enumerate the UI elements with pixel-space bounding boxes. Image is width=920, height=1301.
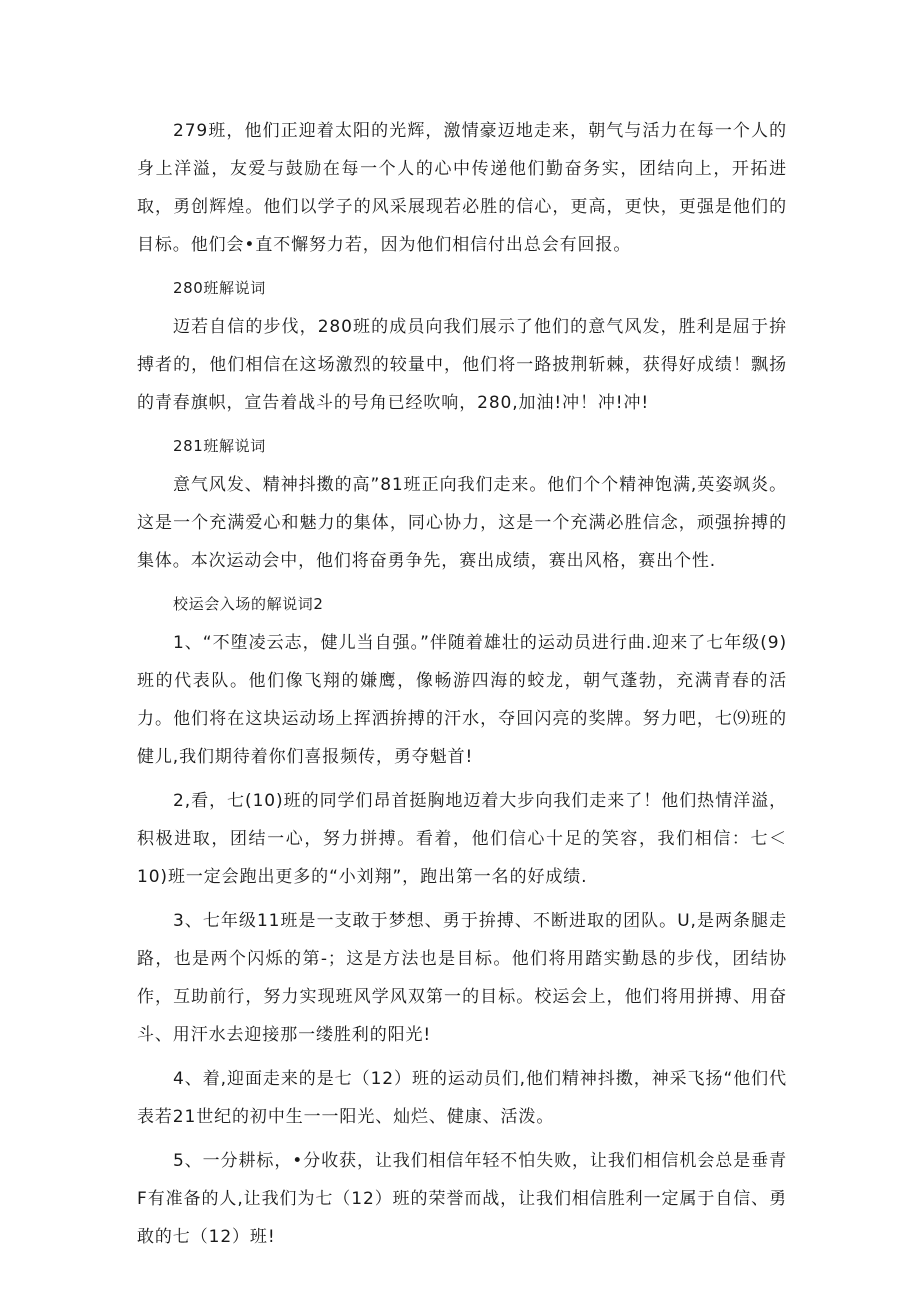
paragraph-279-class: 279班，他们正迎着太阳的光辉，激情豪迈地走来，朝气与活力在每一个人的身上洋溢，友爱与鼓励在每一个人的心中传递他们勤奋务实，团结向上，开拓进取，勇创辉煌。他们以学子的风采展现若必胜的信心，更高，更快，更强是他们的目标。他们会•直不懈努力若，因为他们相信付出总会有回报。	[137, 121, 787, 255]
paragraph-280-class: 迈若自信的步伐，280班的成员向我们展示了他们的意气风发，胜利是屈于拚搏者的，他们相信在这场激烈的较量中，他们将一路披荆斩棘，获得好成绩！飘扬的青春旗帜，宣告着战斗的号角已经吹响，280,加油!冲！冲!冲!	[137, 317, 787, 413]
paragraph-281-class: 意气风发、精神抖擞的高”81班正向我们走来。他们个个精神饱满,英姿飒炎。这是一个充满爱心和魅力的集体，同心协力，这是一个充满必胜信念，顽强拚搏的集体。本次运动会中，他们将奋勇争先，赛出成绩，赛出风格，赛出个性.	[137, 475, 787, 571]
paragraph-item-4: 4、着,迎面走来的是七（12）班的运动员们,他们精神抖擞，神采飞扬“他们代表若21世纪的初中生一一阳光、灿烂、健康、活泼。	[137, 1069, 787, 1127]
paragraph-item-3: 3、七年级11班是一支敢于梦想、勇于拚搏、不断进取的团队。U,是两条腿走路，也是两个闪烁的第-；这是方法也是目标。他们将用踏实勤恳的步伐，团结协作，互助前行，努力实现班风学风双第一的目标。校运会上，他们将用拼搏、用奋斗、用汗水去迎接那一缕胜利的阳光!	[137, 911, 787, 1045]
heading-sports-meet-commentary-2: 校运会入场的解说词2	[173, 595, 324, 613]
paragraph-item-1: 1、“不堕凌云志，健儿当自强。”伴随着雄壮的运动员进行曲.迎来了七年级(9)班的代表队。他们像飞翔的嫌鹰，像畅游四海的蛟龙，朝气蓬勃，充满青春的活力。他们将在这块运动场上挥洒拚搏的汗水，夺回闪亮的奖牌。努力吧，七⑼班的健儿,我们期待着你们喜报频传，勇夺魁首!	[137, 633, 787, 767]
paragraph-item-5: 5、一分耕标，•分收获，让我们相信年轻不怕失败，让我们相信机会总是垂青F有准备的人,让我们为七（12）班的荣誉而战，让我们相信胜利一定属于自信、勇敢的七（12）班!	[137, 1151, 787, 1247]
heading-280-class: 280班解说词	[173, 279, 266, 297]
document-body	[137, 112, 787, 1262]
paragraph-item-2: 2,看，七(10)班的同学们昂首挺胸地迈着大步向我们走来了！他们热情洋溢，积极进取，团结一心，努力拼搏。看着，他们信心十足的笑容，我们相信：七＜10)班一定会跑出更多的“小刘翔”，跑出第一名的好成绩.	[137, 791, 787, 887]
heading-281-class: 281班解说词	[173, 437, 266, 455]
